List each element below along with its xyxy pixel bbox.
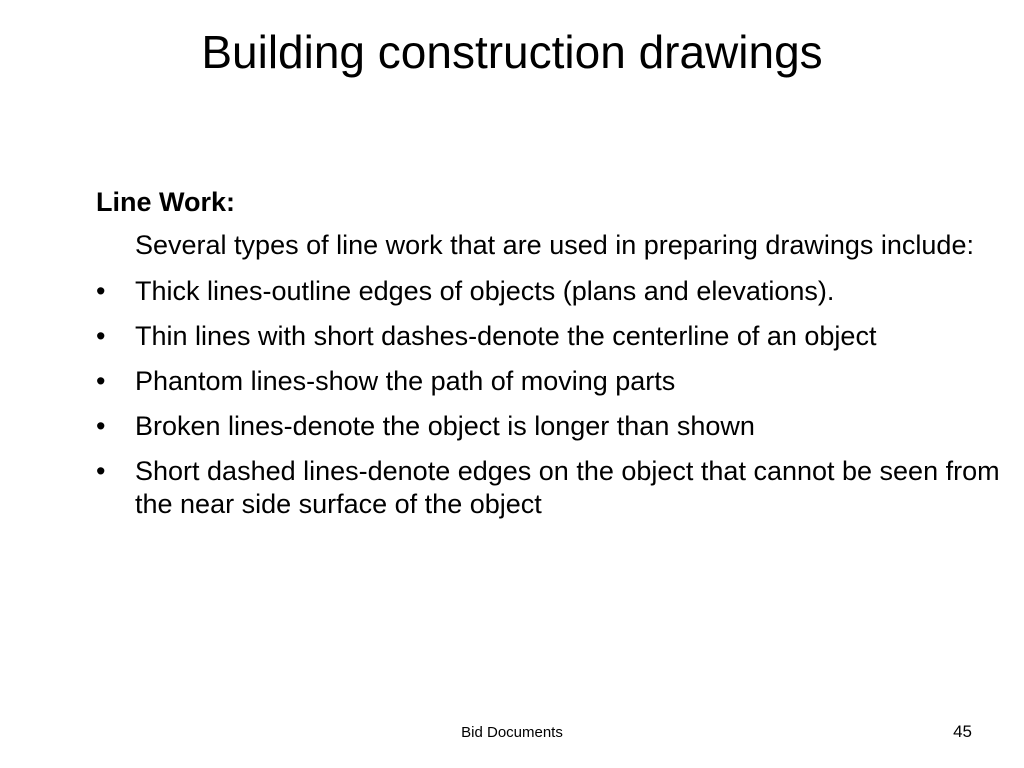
bullet-item-thin-lines	[96, 320, 1011, 353]
bullet-text: Thin lines with short dashes-denote the centerline of an object	[135, 320, 877, 351]
footer-label: Bid Documents	[461, 724, 563, 741]
bullet-dot-icon: •	[96, 320, 106, 351]
intro-text: Several types of line work that are used in preparing drawings include:	[135, 229, 974, 260]
bullet-text: Thick lines-outline edges of objects (plans and elevations).	[135, 275, 835, 306]
section-heading: Line Work:	[96, 187, 236, 217]
bullet-dot-icon: •	[96, 275, 106, 306]
page-number: 45	[953, 722, 972, 741]
bullet-text: Phantom lines-show the path of moving parts	[135, 365, 676, 396]
bullet-text: Short dashed lines-denote edges on the object that cannot be seen from the near side surface of the object	[135, 455, 1000, 519]
slide-body	[96, 186, 1011, 533]
bullet-dot-icon: •	[96, 410, 106, 441]
slide-title: Building construction drawings	[201, 26, 823, 78]
bullet-list	[96, 275, 1011, 521]
bullet-item-broken-lines	[96, 410, 1011, 443]
bullet-item-phantom-lines	[96, 365, 1011, 398]
bullet-dot-icon: •	[96, 365, 106, 396]
bullet-item-short-dashed-lines	[96, 455, 1011, 521]
bullet-item-thick-lines	[96, 275, 1011, 308]
bullet-text: Broken lines-denote the object is longer than shown	[135, 410, 755, 441]
bullet-dot-icon: •	[96, 455, 106, 486]
